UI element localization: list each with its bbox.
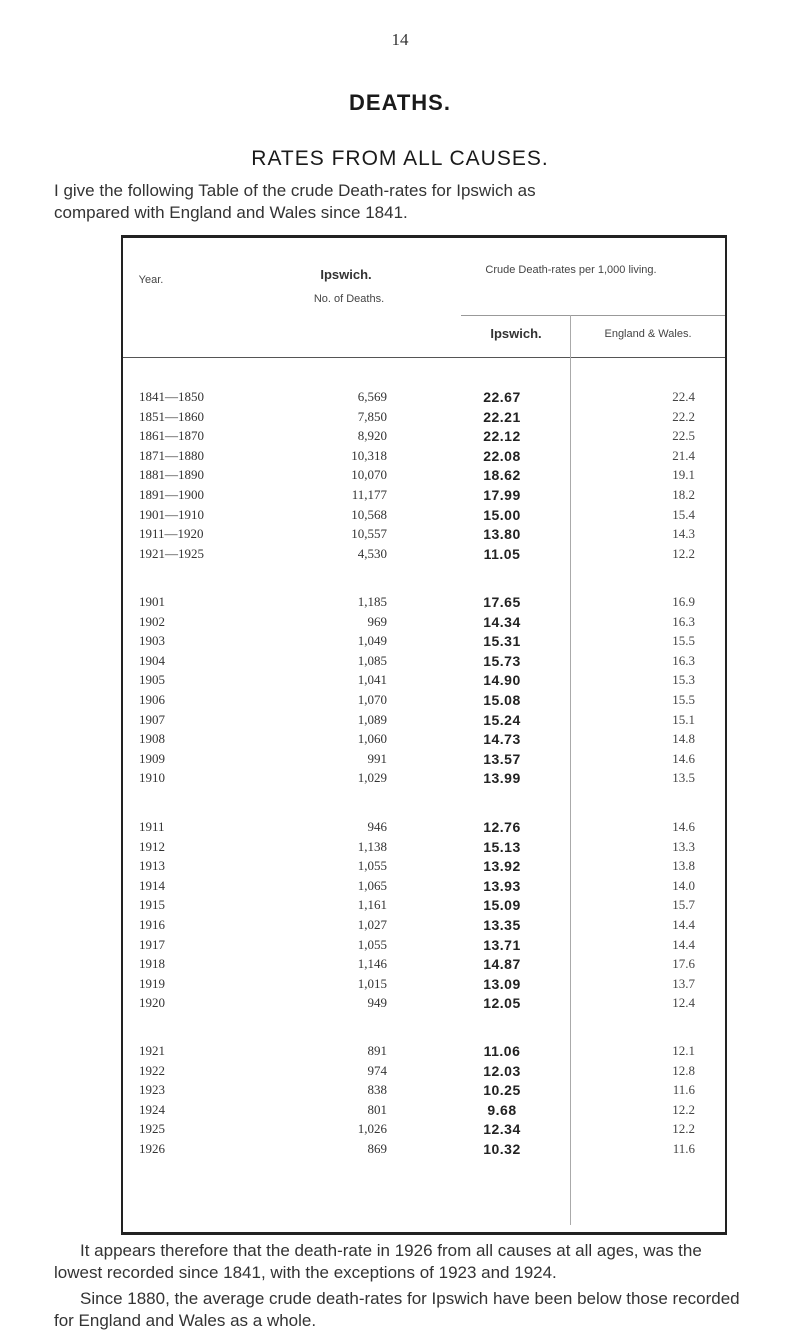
cell-year: 1908 — [139, 731, 165, 747]
cell-rate-england: 14.4 — [672, 936, 695, 952]
table-row — [121, 935, 727, 955]
cell-rate-ipswich: 13.92 — [483, 858, 521, 875]
table-row — [121, 1119, 727, 1139]
cell-rate-england: 13.5 — [672, 770, 695, 786]
cell-rate-england: 22.2 — [672, 408, 695, 424]
header-crude-rates: Crude Death-rates per 1,000 living. — [485, 264, 657, 276]
cell-rate-england: 21.4 — [672, 447, 695, 463]
header-rate-ipswich: Ipswich. — [490, 326, 542, 341]
header-deaths: No. of Deaths. — [313, 293, 385, 305]
cell-rate-ipswich: 13.35 — [483, 917, 521, 933]
page-subheading: RATES FROM ALL CAUSES. — [251, 147, 549, 170]
cell-rate-ipswich: 13.57 — [483, 750, 521, 767]
cell-rate-ipswich: 14.87 — [483, 956, 521, 973]
cell-rate-ipswich: 13.99 — [483, 770, 521, 787]
cell-deaths: 1,041 — [357, 672, 387, 688]
header-ipswich: Ipswich. — [320, 267, 372, 282]
cell-rate-england: 13.8 — [672, 858, 695, 874]
cell-deaths: 801 — [367, 1101, 387, 1117]
cell-rate-england: 12.1 — [672, 1043, 695, 1058]
cell-rate-england: 11.6 — [672, 1141, 695, 1156]
cell-deaths: 838 — [367, 1082, 387, 1098]
table-row — [121, 749, 727, 769]
cell-rate-england: 22.4 — [672, 389, 695, 404]
cell-year: 1923 — [139, 1082, 165, 1098]
cell-rate-ipswich: 22.67 — [483, 389, 521, 405]
cell-rate-england: 14.4 — [672, 917, 695, 932]
table-row — [121, 895, 727, 915]
cell-deaths: 6,569 — [357, 389, 387, 404]
cell-year: 1926 — [139, 1141, 165, 1156]
cell-deaths: 1,027 — [357, 917, 387, 932]
table-row — [121, 729, 727, 749]
table-row — [121, 1139, 727, 1159]
intro-line-1: I give the following Table of the crude Death-rates for Ipswich as — [54, 181, 536, 200]
cell-year: 1906 — [139, 692, 165, 707]
cell-deaths: 1,029 — [357, 770, 387, 786]
cell-deaths: 8,920 — [357, 428, 387, 444]
table-row — [121, 465, 727, 485]
cell-rate-england: 16.9 — [672, 594, 695, 609]
cell-deaths: 869 — [367, 1141, 387, 1156]
table-row — [121, 592, 727, 612]
table-row — [121, 993, 727, 1013]
cell-year: 1920 — [139, 995, 165, 1011]
cell-rate-england: 19.1 — [672, 467, 695, 483]
cell-deaths: 1,161 — [357, 897, 387, 913]
cell-deaths: 969 — [367, 613, 387, 629]
table-row — [121, 915, 727, 935]
cell-rate-england: 14.6 — [672, 819, 695, 834]
cell-year: 1907 — [139, 711, 165, 727]
table-row — [121, 1100, 727, 1120]
table-row — [121, 446, 727, 466]
cell-deaths: 1,015 — [357, 975, 387, 991]
cell-rate-ipswich: 11.05 — [483, 545, 521, 562]
cell-deaths: 1,089 — [357, 711, 387, 727]
table-row — [121, 974, 727, 994]
cell-rate-ipswich: 17.99 — [483, 487, 521, 503]
cell-year: 1901—1910 — [139, 506, 204, 522]
table-row — [121, 387, 727, 407]
cell-year: 1911 — [139, 819, 165, 834]
cell-rate-ipswich: 15.31 — [483, 633, 521, 650]
intro-line-2: compared with England and Wales since 1841. — [54, 203, 408, 222]
cell-year: 1904 — [139, 652, 165, 668]
cell-rate-england: 16.3 — [672, 613, 695, 629]
table-frame-bottom — [121, 1232, 727, 1235]
cell-deaths: 991 — [367, 750, 387, 766]
table-row — [121, 768, 727, 788]
table-row — [121, 837, 727, 857]
cell-year: 1901 — [139, 594, 165, 609]
cell-rate-england: 16.3 — [672, 652, 695, 668]
cell-rate-ipswich: 18.62 — [483, 467, 521, 484]
cell-rate-england: 17.6 — [672, 956, 695, 972]
table-row — [121, 876, 727, 896]
table-row — [121, 817, 727, 837]
cell-deaths: 1,185 — [357, 594, 387, 609]
table-row — [121, 426, 727, 446]
table-row — [121, 710, 727, 730]
cell-year: 1918 — [139, 956, 165, 972]
cell-rate-ipswich: 13.71 — [483, 936, 521, 953]
cell-year: 1911—1920 — [139, 526, 204, 542]
table-row — [121, 1061, 727, 1081]
cell-year: 1861—1870 — [139, 428, 204, 444]
cell-deaths: 11,177 — [351, 487, 387, 502]
cell-rate-ipswich: 15.13 — [483, 838, 521, 855]
cell-year: 1914 — [139, 877, 165, 893]
cell-year: 1921 — [139, 1043, 165, 1058]
table-row — [121, 631, 727, 651]
cell-rate-ipswich: 11.06 — [483, 1043, 521, 1059]
cell-rate-ipswich: 12.05 — [483, 995, 521, 1012]
cell-deaths: 1,055 — [357, 858, 387, 874]
cell-year: 1913 — [139, 858, 165, 874]
cell-rate-england: 15.1 — [672, 711, 695, 727]
death-rates-table — [121, 235, 727, 1235]
cell-rate-england: 12.2 — [672, 545, 695, 561]
cell-rate-ipswich: 15.24 — [483, 711, 521, 728]
table-row — [121, 954, 727, 974]
cell-rate-england: 15.5 — [672, 633, 695, 649]
cell-rate-england: 12.2 — [672, 1101, 695, 1117]
cell-deaths: 1,065 — [357, 877, 387, 893]
cell-rate-ipswich: 14.90 — [483, 672, 521, 689]
table-row — [121, 856, 727, 876]
cell-deaths: 1,085 — [357, 652, 387, 668]
cell-rate-england: 15.4 — [672, 506, 695, 522]
cell-rate-ipswich: 12.76 — [483, 819, 521, 835]
cell-year: 1922 — [139, 1062, 165, 1078]
table-row — [121, 651, 727, 671]
cell-deaths: 949 — [367, 995, 387, 1011]
cell-rate-ipswich: 13.93 — [483, 877, 521, 894]
cell-deaths: 10,568 — [351, 506, 387, 522]
cell-rate-ipswich: 15.09 — [483, 897, 521, 914]
cell-deaths: 7,850 — [357, 408, 387, 424]
cell-year: 1905 — [139, 672, 165, 688]
page-number: 14 — [391, 30, 409, 49]
cell-rate-ipswich: 12.03 — [483, 1062, 521, 1079]
cell-rate-england: 14.8 — [672, 731, 695, 747]
cell-rate-england: 15.3 — [672, 672, 695, 688]
cell-deaths: 1,049 — [357, 633, 387, 649]
cell-year: 1924 — [139, 1101, 165, 1117]
cell-deaths: 1,026 — [357, 1121, 387, 1137]
cell-year: 1903 — [139, 633, 165, 649]
cell-year: 1910 — [139, 770, 165, 786]
cell-rate-england: 22.5 — [672, 428, 695, 444]
table-row — [121, 485, 727, 505]
cell-deaths: 10,070 — [351, 467, 387, 483]
cell-year: 1921—1925 — [139, 545, 204, 561]
table-row — [121, 1080, 727, 1100]
table-row — [121, 524, 727, 544]
subheader-separator — [461, 315, 725, 316]
cell-rate-ipswich: 22.21 — [483, 408, 521, 425]
cell-rate-ipswich: 14.34 — [483, 613, 521, 630]
cell-deaths: 974 — [367, 1062, 387, 1078]
cell-year: 1925 — [139, 1121, 165, 1137]
cell-rate-england: 13.3 — [672, 838, 695, 854]
cell-deaths: 1,138 — [357, 838, 387, 854]
cell-rate-ipswich: 9.68 — [487, 1101, 517, 1118]
cell-deaths: 10,557 — [351, 526, 387, 542]
cell-rate-england: 12.2 — [672, 1121, 695, 1137]
table-row — [121, 505, 727, 525]
cell-year: 1909 — [139, 750, 165, 766]
cell-rate-ipswich: 10.25 — [483, 1082, 521, 1099]
cell-year: 1841—1850 — [139, 389, 204, 404]
cell-deaths: 10,318 — [351, 447, 387, 463]
cell-rate-ipswich: 15.73 — [483, 652, 521, 669]
cell-rate-ipswich: 14.73 — [483, 731, 521, 748]
cell-deaths: 1,055 — [357, 936, 387, 952]
cell-rate-england: 12.8 — [672, 1062, 695, 1078]
table-frame-top — [121, 235, 727, 238]
table-row — [121, 1041, 727, 1061]
table-row — [121, 670, 727, 690]
conclusion-paragraph-1: It appears therefore that the death-rate in 1926 from all causes at all ages, was the lowest recorded since 1841, with the exceptions of 1923 and 1924. — [54, 1241, 702, 1282]
cell-rate-ipswich: 13.09 — [483, 975, 521, 992]
cell-deaths: 1,060 — [357, 731, 387, 747]
page-heading: DEATHS. — [349, 90, 451, 115]
cell-rate-england: 14.3 — [672, 526, 695, 542]
header-rate-england: England & Wales. — [604, 328, 692, 340]
cell-rate-england: 15.7 — [672, 897, 695, 913]
cell-rate-ipswich: 22.12 — [483, 428, 521, 445]
cell-year: 1916 — [139, 917, 165, 932]
cell-rate-england: 18.2 — [672, 487, 695, 502]
cell-year: 1919 — [139, 975, 165, 991]
cell-rate-ipswich: 15.00 — [483, 506, 521, 523]
cell-deaths: 4,530 — [357, 545, 387, 561]
cell-deaths: 1,146 — [357, 956, 387, 972]
table-row — [121, 407, 727, 427]
cell-year: 1881—1890 — [139, 467, 204, 483]
cell-year: 1917 — [139, 936, 165, 952]
cell-deaths: 946 — [367, 819, 387, 834]
cell-year: 1851—1860 — [139, 408, 204, 424]
cell-rate-ipswich: 22.08 — [483, 447, 521, 464]
header-separator — [123, 357, 725, 358]
cell-rate-ipswich: 13.80 — [483, 526, 521, 543]
cell-rate-england: 13.7 — [672, 975, 695, 991]
cell-year: 1915 — [139, 897, 165, 913]
intro-text — [54, 180, 754, 224]
cell-rate-england: 12.4 — [672, 995, 695, 1011]
cell-rate-ipswich: 12.34 — [483, 1121, 521, 1138]
cell-year: 1912 — [139, 838, 165, 854]
cell-year: 1871—1880 — [139, 447, 204, 463]
cell-rate-ipswich: 17.65 — [483, 594, 521, 610]
cell-rate-england: 14.0 — [672, 877, 695, 893]
cell-year: 1902 — [139, 613, 165, 629]
cell-deaths: 1,070 — [357, 692, 387, 707]
table-row — [121, 612, 727, 632]
cell-year: 1891—1900 — [139, 487, 204, 502]
table-row — [121, 544, 727, 564]
conclusion-paragraph-2: Since 1880, the average crude death-rates for Ipswich have been below those recorded for England and Wales as a whole. — [54, 1289, 740, 1330]
cell-rate-england: 14.6 — [672, 750, 695, 766]
cell-rate-ipswich: 10.32 — [483, 1141, 521, 1157]
table-row — [121, 690, 727, 710]
cell-rate-england: 15.5 — [672, 692, 695, 707]
cell-rate-england: 11.6 — [672, 1082, 695, 1098]
cell-rate-ipswich: 15.08 — [483, 692, 521, 708]
header-year: Year. — [138, 274, 164, 286]
cell-deaths: 891 — [367, 1043, 387, 1058]
